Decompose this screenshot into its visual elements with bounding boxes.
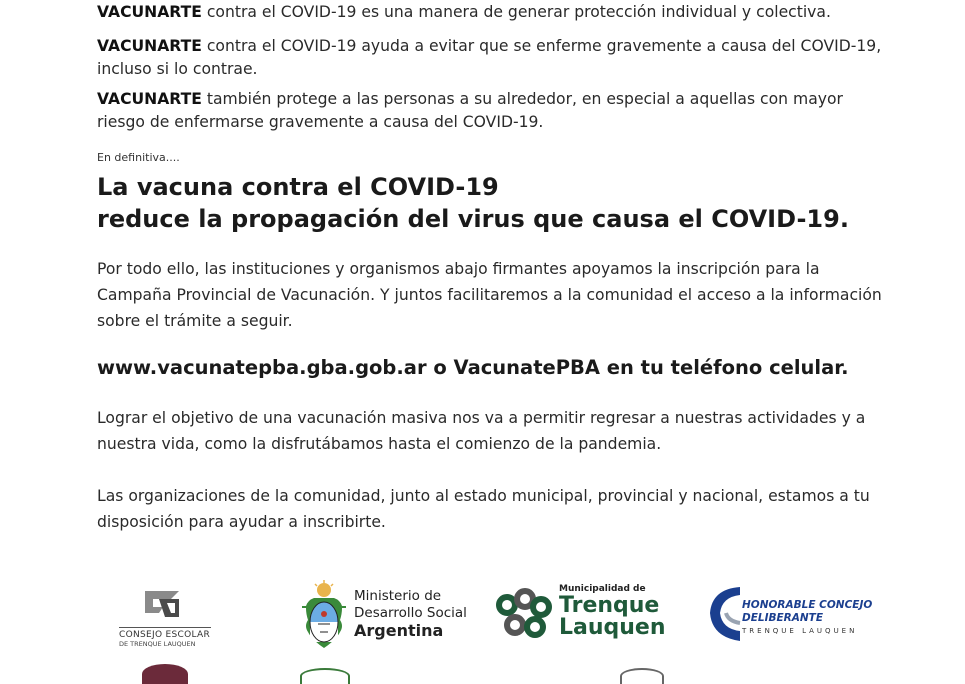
argentina-shield-icon — [298, 580, 350, 652]
concejo-deliberante-logo — [706, 583, 886, 645]
hcd-line-3: TRENQUE LAUQUEN — [742, 627, 858, 635]
hcd-emblem-icon — [706, 583, 746, 645]
chain-rings-icon — [495, 585, 555, 645]
paragraph-text: contra el COVID-19 ayuda a evitar que se enferme gravemente a causa del COVID-19, incluso si lo contrae. — [97, 37, 882, 78]
goal-paragraph: Lograr el objetivo de una vacunación masiva nos va a permitir regresar a nuestras actividades y a nuestra vida, como la disfrutábamos hasta el comienzo de la pandemia. — [97, 409, 866, 453]
consejo-escolar-logo — [115, 583, 215, 647]
vacunarte-emphasis: VACUNARTE — [97, 3, 202, 21]
ministerio-line-1: Ministerio de — [354, 588, 442, 604]
partial-logo-2 — [300, 668, 350, 684]
ministerio-line-2: Desarrollo Social — [354, 605, 467, 621]
ministerio-line-3: Argentina — [354, 621, 444, 640]
registration-url: www.vacunatepba.gba.gob.ar o VacunatePBA en tu teléfono celular. — [97, 356, 849, 379]
municipalidad-logo — [495, 583, 675, 645]
hcd-line-2: DELIBERANTE — [742, 612, 823, 624]
intro-small-text: En definitiva.... — [97, 151, 180, 164]
headline — [97, 171, 849, 235]
vacunarte-emphasis: VACUNARTE — [97, 37, 202, 55]
paragraph-text: también protege a las personas a su alrededor, en especial a aquellas con mayor riesgo de enfermarse gravemente a causa del COVID-19. — [97, 90, 843, 131]
muni-line-3: Lauquen — [559, 615, 666, 640]
partial-logo-1 — [142, 664, 188, 684]
consejo-emblem-icon — [115, 583, 215, 623]
muni-line-2: Trenque — [559, 593, 660, 618]
consejo-line-1: CONSEJO ESCOLAR — [119, 630, 210, 640]
support-paragraph: Por todo ello, las instituciones y organismos abajo firmantes apoyamos la inscripción para la Campaña Provincial de Vacunación. Y juntos facilitaremos a la comunidad el acceso a la información sobre el trámite a seguir. — [97, 260, 882, 330]
vacunarte-emphasis: VACUNARTE — [97, 90, 202, 108]
partial-logo-3 — [620, 668, 664, 684]
consejo-line-2: DE TRENQUE LAUQUEN — [119, 640, 196, 648]
headline-line-2: reduce la propagación del virus que causa el COVID-19. — [97, 205, 849, 233]
muni-line-1: Municipalidad de — [559, 584, 646, 594]
paragraph-protection — [97, 1, 831, 24]
headline-line-1: La vacuna contra el COVID-19 — [97, 173, 499, 201]
paragraph-text: contra el COVID-19 es una manera de generar protección individual y colectiva. — [201, 3, 831, 21]
organizations-paragraph: Las organizaciones de la comunidad, junto al estado municipal, provincial y nacional, estamos a tu disposición para ayudar a inscribirte. — [97, 487, 870, 531]
hcd-line-1: HONORABLE CONCEJO — [742, 599, 873, 611]
ministerio-logo — [298, 580, 478, 652]
paragraph-others — [97, 88, 887, 134]
paragraph-severity — [97, 35, 887, 81]
